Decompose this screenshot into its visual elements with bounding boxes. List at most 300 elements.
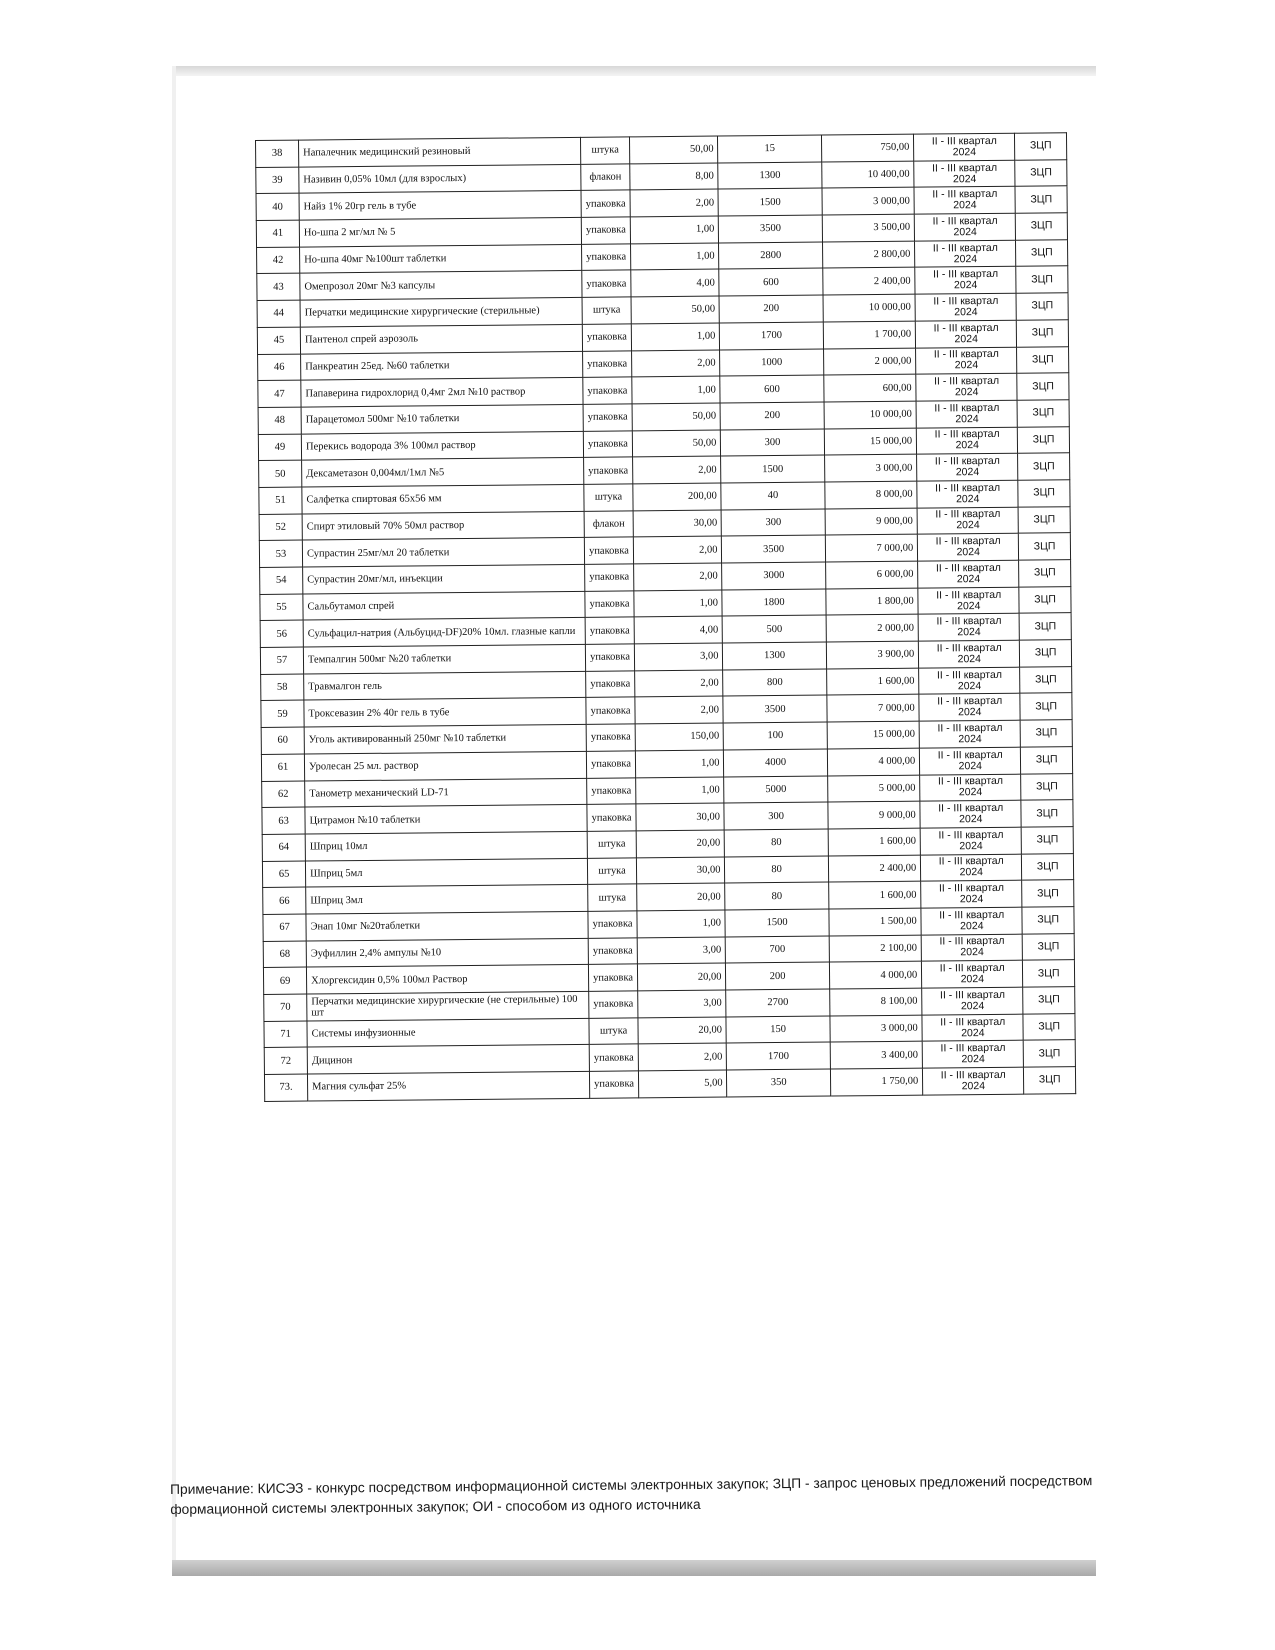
delivery-period bbox=[922, 987, 1023, 1015]
unit-of-measure: упаковка bbox=[589, 991, 639, 1018]
delivery-period bbox=[922, 1014, 1023, 1042]
unit-of-measure: упаковка bbox=[584, 537, 634, 564]
item-name: Но-шпа 40мг №100шт таблетки bbox=[300, 244, 582, 273]
quantity: 3,00 bbox=[638, 990, 726, 1018]
unit-of-measure: упаковка bbox=[586, 777, 636, 804]
unit-of-measure: штука bbox=[580, 137, 630, 164]
row-number: 42 bbox=[257, 247, 300, 274]
period-quarters: II - III квартал bbox=[933, 268, 999, 281]
row-number: 49 bbox=[258, 434, 301, 461]
delivery-period bbox=[917, 427, 1018, 455]
unit-of-measure: флакон bbox=[584, 511, 634, 538]
unit-price: 1700 bbox=[727, 1042, 831, 1070]
period-quarters: II - III квартал bbox=[932, 188, 998, 201]
row-number: 38 bbox=[256, 140, 299, 167]
period-quarters: II - III квартал bbox=[936, 641, 1002, 655]
period-year: 2024 bbox=[953, 199, 977, 212]
period-year: 2024 bbox=[959, 893, 984, 906]
unit-of-measure: упаковка bbox=[581, 190, 631, 217]
quantity: 2,00 bbox=[634, 563, 722, 591]
procurement-method: ЗЦП bbox=[1015, 186, 1067, 213]
procurement-method: ЗЦП bbox=[1018, 480, 1070, 507]
unit-price: 800 bbox=[723, 669, 827, 697]
period-year: 2024 bbox=[959, 839, 983, 852]
total-amount: 1 700,00 bbox=[823, 321, 916, 349]
period-quarters: II - III квартал bbox=[939, 961, 1005, 975]
unit-of-measure: упаковка bbox=[588, 937, 638, 964]
delivery-period bbox=[922, 960, 1023, 988]
period-quarters: II - III квартал bbox=[936, 668, 1002, 682]
unit-price: 80 bbox=[725, 856, 829, 884]
period-year: 2024 bbox=[960, 973, 985, 986]
period-quarters: II - III квартал bbox=[932, 161, 998, 175]
row-number: 68 bbox=[263, 941, 306, 968]
unit-of-measure: упаковка bbox=[585, 617, 635, 644]
unit-price: 2800 bbox=[719, 242, 823, 270]
quantity: 50,00 bbox=[633, 430, 721, 458]
item-name: Називин 0,05% 10мл (для взрослых) bbox=[299, 164, 581, 193]
unit-price: 40 bbox=[721, 482, 825, 510]
delivery-period bbox=[918, 614, 1019, 642]
total-amount: 1 800,00 bbox=[826, 588, 919, 616]
item-name: Салфетка спиртовая 65х56 мм bbox=[302, 484, 584, 513]
period-quarters: II - III квартал bbox=[940, 1042, 1006, 1055]
item-name: Троксевазин 2% 40г гель в тубе bbox=[304, 698, 586, 727]
row-number: 62 bbox=[262, 781, 305, 808]
item-name: Найз 1% 20гр гель в тубе bbox=[299, 191, 581, 220]
unit-price: 200 bbox=[721, 402, 825, 430]
procurement-table bbox=[255, 132, 1076, 1102]
item-name: Но-шпа 2 мг/мл № 5 bbox=[299, 217, 581, 246]
total-amount: 1 600,00 bbox=[828, 881, 921, 909]
period-quarters: II - III квартал bbox=[937, 748, 1003, 762]
scan-edge-bottom bbox=[172, 1560, 1096, 1576]
delivery-period bbox=[920, 827, 1021, 855]
row-number: 60 bbox=[261, 727, 304, 754]
period-year: 2024 bbox=[957, 679, 982, 692]
period-year: 2024 bbox=[958, 733, 982, 746]
total-amount: 15 000,00 bbox=[824, 428, 917, 456]
item-name: Супрастин 20мг/мл, инъекции bbox=[303, 564, 585, 593]
unit-of-measure: упаковка bbox=[588, 964, 638, 991]
total-amount: 3 900,00 bbox=[826, 641, 919, 669]
quantity: 2,00 bbox=[632, 350, 720, 378]
delivery-period bbox=[916, 347, 1017, 375]
row-number: 69 bbox=[263, 967, 306, 994]
period-year: 2024 bbox=[953, 252, 978, 265]
unit-of-measure: упаковка bbox=[582, 350, 632, 377]
total-amount: 3 500,00 bbox=[822, 214, 915, 242]
period-year: 2024 bbox=[955, 439, 979, 452]
procurement-method: ЗЦП bbox=[1016, 266, 1068, 293]
unit-price: 3500 bbox=[723, 695, 827, 723]
unit-price: 4000 bbox=[724, 749, 828, 777]
quantity: 1,00 bbox=[632, 323, 720, 351]
row-number: 39 bbox=[256, 167, 299, 194]
unit-price: 350 bbox=[727, 1069, 831, 1097]
unit-of-measure: штука bbox=[589, 1018, 639, 1045]
delivery-period bbox=[921, 854, 1022, 882]
period-quarters: II - III квартал bbox=[938, 881, 1005, 895]
period-quarters: II - III квартал bbox=[936, 588, 1002, 602]
quantity: 1,00 bbox=[631, 243, 719, 271]
procurement-method: ЗЦП bbox=[1016, 293, 1068, 320]
unit-price: 1500 bbox=[718, 188, 822, 216]
total-amount: 3 400,00 bbox=[830, 1042, 923, 1070]
delivery-period bbox=[919, 694, 1020, 722]
row-number: 58 bbox=[261, 674, 304, 701]
period-quarters: II - III квартал bbox=[938, 801, 1004, 815]
unit-price: 300 bbox=[721, 429, 825, 457]
row-number: 72 bbox=[264, 1047, 307, 1074]
unit-price: 3000 bbox=[722, 562, 826, 590]
item-name: Темпалгин 500мг №20 таблетки bbox=[303, 644, 585, 673]
quantity: 2,00 bbox=[635, 670, 723, 698]
unit-of-measure: упаковка bbox=[585, 644, 635, 671]
delivery-period bbox=[914, 213, 1015, 241]
delivery-period bbox=[916, 373, 1017, 401]
period-year: 2024 bbox=[957, 626, 981, 639]
procurement-method: ЗЦП bbox=[1022, 853, 1074, 880]
quantity: 50,00 bbox=[630, 136, 718, 164]
quantity: 8,00 bbox=[630, 163, 718, 191]
period-year: 2024 bbox=[954, 359, 979, 372]
unit-price: 15 bbox=[718, 135, 822, 163]
unit-price: 200 bbox=[719, 295, 823, 323]
period-quarters: II - III квартал bbox=[940, 1015, 1006, 1028]
period-year: 2024 bbox=[959, 813, 983, 826]
procurement-method: ЗЦП bbox=[1017, 400, 1069, 427]
period-quarters: II - III квартал bbox=[935, 481, 1001, 495]
delivery-period bbox=[920, 774, 1021, 802]
delivery-period bbox=[914, 187, 1015, 215]
scan-edge-top bbox=[172, 66, 1096, 76]
total-amount: 2 800,00 bbox=[822, 241, 915, 269]
period-quarters: II - III квартал bbox=[935, 535, 1001, 548]
item-name: Шприц 10мл bbox=[305, 831, 587, 860]
period-year: 2024 bbox=[952, 145, 977, 159]
unit-price: 3500 bbox=[719, 215, 823, 243]
procurement-method: ЗЦП bbox=[1023, 960, 1075, 987]
item-name: Перекись водорода 3% 100мл раствор bbox=[301, 431, 583, 460]
total-amount: 3 000,00 bbox=[830, 1015, 923, 1043]
item-name: Напалечник медицинский резиновый bbox=[299, 137, 581, 166]
procurement-method: ЗЦП bbox=[1022, 907, 1074, 934]
delivery-period bbox=[923, 1067, 1024, 1095]
procurement-method: ЗЦП bbox=[1021, 773, 1073, 800]
unit-price: 1300 bbox=[718, 162, 822, 190]
total-amount: 8 100,00 bbox=[829, 988, 922, 1016]
item-name: Эуфиллин 2,4% ампулы №10 bbox=[306, 938, 588, 967]
procurement-method: ЗЦП bbox=[1021, 827, 1073, 854]
unit-of-measure: штука bbox=[587, 857, 637, 884]
item-name: Магния сульфат 25% bbox=[307, 1071, 589, 1100]
item-name: Уголь активированный 250мг №10 таблетки bbox=[304, 724, 586, 753]
item-name: Дексаметазон 0,004мл/1мл №5 bbox=[302, 458, 584, 487]
procurement-method: ЗЦП bbox=[1024, 1067, 1076, 1094]
item-name: Панкреатин 25ед. №60 таблетки bbox=[301, 351, 583, 380]
procurement-method: ЗЦП bbox=[1018, 506, 1070, 533]
procurement-method: ЗЦП bbox=[1018, 426, 1070, 453]
item-name: Сульфацил-натрия (Альбуцид-DF)20% 10мл. глазные капли bbox=[303, 618, 585, 647]
period-quarters: II - III квартал bbox=[938, 855, 1004, 868]
procurement-method: ЗЦП bbox=[1016, 213, 1068, 240]
footnote-line-1: Примечание: КИСЭЗ - конкурс посредством информационной системы электронных закупок; ЗЦП - запрос ценовых предложений посредством bbox=[170, 1473, 1093, 1497]
period-quarters: II - III квартал bbox=[931, 134, 997, 148]
row-number: 70 bbox=[264, 994, 307, 1021]
period-year: 2024 bbox=[960, 946, 984, 959]
procurement-method: ЗЦП bbox=[1021, 800, 1073, 827]
item-name: Цитрамон №10 таблетки bbox=[305, 805, 587, 834]
quantity: 2,00 bbox=[633, 456, 721, 484]
period-quarters: II - III квартал bbox=[932, 241, 998, 255]
period-year: 2024 bbox=[956, 572, 981, 586]
unit-price: 100 bbox=[724, 722, 828, 750]
total-amount: 1 500,00 bbox=[829, 908, 922, 936]
procurement-method: ЗЦП bbox=[1020, 720, 1072, 747]
quantity: 20,00 bbox=[638, 1017, 726, 1045]
period-quarters: II - III квартал bbox=[939, 935, 1005, 948]
procurement-method: ЗЦП bbox=[1017, 320, 1069, 347]
total-amount: 2 100,00 bbox=[829, 935, 922, 963]
unit-price: 2700 bbox=[726, 989, 830, 1017]
quantity: 20,00 bbox=[637, 883, 725, 911]
row-number: 40 bbox=[256, 193, 299, 220]
row-number: 64 bbox=[262, 834, 305, 861]
procurement-method: ЗЦП bbox=[1022, 933, 1074, 960]
period-quarters: II - III квартал bbox=[934, 454, 1000, 468]
procurement-method: ЗЦП bbox=[1022, 880, 1074, 907]
item-name: Танометр механический LD-71 bbox=[305, 778, 587, 807]
unit-price: 200 bbox=[726, 962, 830, 990]
period-quarters: II - III квартал bbox=[938, 828, 1004, 842]
quantity: 5,00 bbox=[639, 1070, 727, 1098]
unit-price: 500 bbox=[723, 615, 827, 643]
row-number: 65 bbox=[262, 861, 305, 888]
procurement-method: ЗЦП bbox=[1020, 693, 1072, 720]
unit-price: 1500 bbox=[721, 455, 825, 483]
unit-of-measure: упаковка bbox=[586, 724, 636, 751]
period-year: 2024 bbox=[953, 225, 977, 239]
delivery-period bbox=[918, 560, 1019, 588]
unit-of-measure: упаковка bbox=[589, 1044, 639, 1071]
row-number: 53 bbox=[259, 540, 302, 567]
period-year: 2024 bbox=[958, 786, 983, 799]
item-name: Перчатки медицинские хирургические (стерильные) bbox=[300, 297, 582, 326]
total-amount: 9 000,00 bbox=[828, 801, 921, 829]
procurement-method: ЗЦП bbox=[1020, 640, 1072, 667]
quantity: 20,00 bbox=[636, 830, 724, 858]
row-number: 48 bbox=[258, 407, 301, 434]
quantity: 3,00 bbox=[635, 643, 723, 671]
total-amount: 1 600,00 bbox=[828, 828, 921, 856]
row-number: 56 bbox=[260, 620, 303, 647]
unit-price: 5000 bbox=[724, 776, 828, 804]
unit-of-measure: упаковка bbox=[583, 457, 633, 484]
delivery-period bbox=[916, 400, 1017, 428]
unit-of-measure: упаковка bbox=[583, 430, 633, 457]
period-year: 2024 bbox=[961, 1026, 985, 1039]
quantity: 200,00 bbox=[633, 483, 721, 511]
delivery-period bbox=[914, 133, 1015, 161]
period-quarters: II - III квартал bbox=[933, 321, 999, 335]
unit-of-measure: упаковка bbox=[586, 697, 636, 724]
period-year: 2024 bbox=[957, 652, 982, 666]
procurement-sheet bbox=[255, 132, 1076, 1102]
delivery-period bbox=[919, 720, 1020, 748]
period-quarters: II - III квартал bbox=[939, 908, 1005, 922]
row-number: 57 bbox=[260, 647, 303, 674]
unit-price: 300 bbox=[722, 509, 826, 537]
total-amount: 7 000,00 bbox=[825, 534, 918, 562]
delivery-period bbox=[919, 640, 1020, 668]
procurement-method: ЗЦП bbox=[1017, 346, 1069, 373]
scan-edge-left bbox=[172, 66, 176, 1576]
item-name: Дицинон bbox=[307, 1045, 589, 1074]
period-quarters: II - III квартал bbox=[939, 988, 1006, 1002]
delivery-period bbox=[921, 934, 1022, 962]
unit-of-measure: упаковка bbox=[581, 244, 631, 271]
total-amount: 2 400,00 bbox=[822, 268, 915, 296]
row-number: 44 bbox=[257, 300, 300, 327]
unit-of-measure: упаковка bbox=[589, 1071, 639, 1098]
period-year: 2024 bbox=[958, 759, 983, 772]
procurement-method: ЗЦП bbox=[1016, 239, 1068, 266]
total-amount: 10 400,00 bbox=[821, 161, 914, 189]
footnote-line-2: формационной системы электронных закупок; ОИ - способом из одного источника bbox=[170, 1496, 701, 1517]
unit-price: 1500 bbox=[725, 909, 829, 937]
period-year: 2024 bbox=[952, 172, 977, 185]
item-name: Системы инфузионные bbox=[307, 1018, 589, 1047]
unit-of-measure: упаковка bbox=[585, 591, 635, 618]
quantity: 20,00 bbox=[638, 963, 726, 991]
unit-price: 1700 bbox=[720, 322, 824, 350]
total-amount: 6 000,00 bbox=[825, 561, 918, 589]
period-quarters: II - III квартал bbox=[935, 561, 1001, 575]
total-amount: 600,00 bbox=[824, 374, 917, 402]
delivery-period bbox=[920, 800, 1021, 828]
row-number: 54 bbox=[260, 567, 303, 594]
quantity: 150,00 bbox=[635, 723, 723, 751]
quantity: 4,00 bbox=[631, 269, 719, 297]
unit-price: 3500 bbox=[722, 535, 826, 563]
procurement-method: ЗЦП bbox=[1023, 1040, 1075, 1067]
total-amount: 10 000,00 bbox=[823, 294, 916, 322]
total-amount: 9 000,00 bbox=[825, 508, 918, 536]
total-amount: 7 000,00 bbox=[827, 695, 920, 723]
unit-price: 700 bbox=[726, 936, 830, 964]
item-name: Хлоргексидин 0,5% 100мл Раствор bbox=[306, 965, 588, 994]
footnote bbox=[170, 1471, 1093, 1520]
period-year: 2024 bbox=[954, 386, 979, 399]
unit-of-measure: упаковка bbox=[588, 911, 638, 938]
total-amount: 8 000,00 bbox=[825, 481, 918, 509]
quantity: 50,00 bbox=[631, 296, 719, 324]
unit-of-measure: упаковка bbox=[582, 270, 632, 297]
unit-of-measure: упаковка bbox=[585, 671, 635, 698]
period-year: 2024 bbox=[961, 1053, 985, 1066]
period-year: 2024 bbox=[958, 706, 982, 719]
delivery-period bbox=[917, 453, 1018, 481]
quantity: 3,00 bbox=[637, 937, 725, 965]
unit-price: 1800 bbox=[722, 589, 826, 617]
quantity: 1,00 bbox=[637, 910, 725, 938]
item-name: Шприц 5мл bbox=[305, 858, 587, 887]
unit-of-measure: упаковка bbox=[583, 404, 633, 431]
item-name: Энап 10мг №20таблетки bbox=[306, 911, 588, 940]
quantity: 2,00 bbox=[638, 1043, 726, 1071]
procurement-method: ЗЦП bbox=[1015, 133, 1067, 160]
delivery-period bbox=[921, 907, 1022, 935]
unit-of-measure: упаковка bbox=[587, 804, 637, 831]
procurement-method: ЗЦП bbox=[1020, 666, 1072, 693]
period-quarters: II - III квартал bbox=[937, 721, 1003, 735]
period-quarters: II - III квартал bbox=[934, 401, 1000, 415]
procurement-method: ЗЦП bbox=[1019, 560, 1071, 587]
period-year: 2024 bbox=[955, 412, 979, 426]
period-year: 2024 bbox=[956, 546, 980, 559]
total-amount: 3 000,00 bbox=[822, 188, 915, 216]
row-number: 55 bbox=[260, 594, 303, 621]
row-number: 41 bbox=[256, 220, 299, 247]
period-year: 2024 bbox=[959, 866, 984, 879]
quantity: 4,00 bbox=[634, 616, 722, 644]
unit-of-measure: упаковка bbox=[581, 217, 631, 244]
row-number: 59 bbox=[261, 700, 304, 727]
row-number: 63 bbox=[262, 807, 305, 834]
delivery-period bbox=[920, 747, 1021, 775]
row-number: 67 bbox=[263, 914, 306, 941]
quantity: 2,00 bbox=[635, 696, 723, 724]
quantity: 1,00 bbox=[632, 376, 720, 404]
procurement-method: ЗЦП bbox=[1019, 613, 1071, 640]
quantity: 2,00 bbox=[630, 189, 718, 217]
row-number: 51 bbox=[259, 487, 302, 514]
period-year: 2024 bbox=[960, 999, 985, 1013]
delivery-period bbox=[915, 293, 1016, 321]
row-number: 66 bbox=[263, 887, 306, 914]
row-number: 71 bbox=[264, 1021, 307, 1048]
quantity: 30,00 bbox=[637, 857, 725, 885]
delivery-period bbox=[921, 880, 1022, 908]
quantity: 1,00 bbox=[636, 750, 724, 778]
item-name: Спирт этиловый 70% 50мл раствор bbox=[302, 511, 584, 540]
total-amount: 1 750,00 bbox=[830, 1068, 923, 1096]
unit-price: 80 bbox=[725, 882, 829, 910]
period-quarters: II - III квартал bbox=[933, 348, 999, 361]
period-year: 2024 bbox=[956, 519, 980, 532]
quantity: 1,00 bbox=[634, 590, 722, 618]
total-amount: 2 000,00 bbox=[823, 348, 916, 376]
item-name: Сальбутамол спрей bbox=[303, 591, 585, 620]
item-name: Омепрозол 20мг №3 капсулы bbox=[300, 271, 582, 300]
total-amount: 3 000,00 bbox=[824, 454, 917, 482]
total-amount: 2 400,00 bbox=[828, 855, 921, 883]
period-quarters: II - III квартал bbox=[935, 508, 1001, 521]
unit-price: 1000 bbox=[720, 349, 824, 377]
unit-of-measure: штука bbox=[587, 884, 637, 911]
period-year: 2024 bbox=[957, 599, 981, 612]
period-year: 2024 bbox=[953, 279, 978, 292]
quantity: 30,00 bbox=[633, 510, 721, 538]
quantity: 1,00 bbox=[636, 777, 724, 805]
unit-of-measure: упаковка bbox=[586, 751, 636, 778]
unit-of-measure: упаковка bbox=[584, 564, 634, 591]
procurement-method: ЗЦП bbox=[1015, 159, 1067, 186]
period-quarters: II - III квартал bbox=[936, 615, 1002, 628]
delivery-period bbox=[918, 534, 1019, 562]
total-amount: 5 000,00 bbox=[827, 775, 920, 803]
